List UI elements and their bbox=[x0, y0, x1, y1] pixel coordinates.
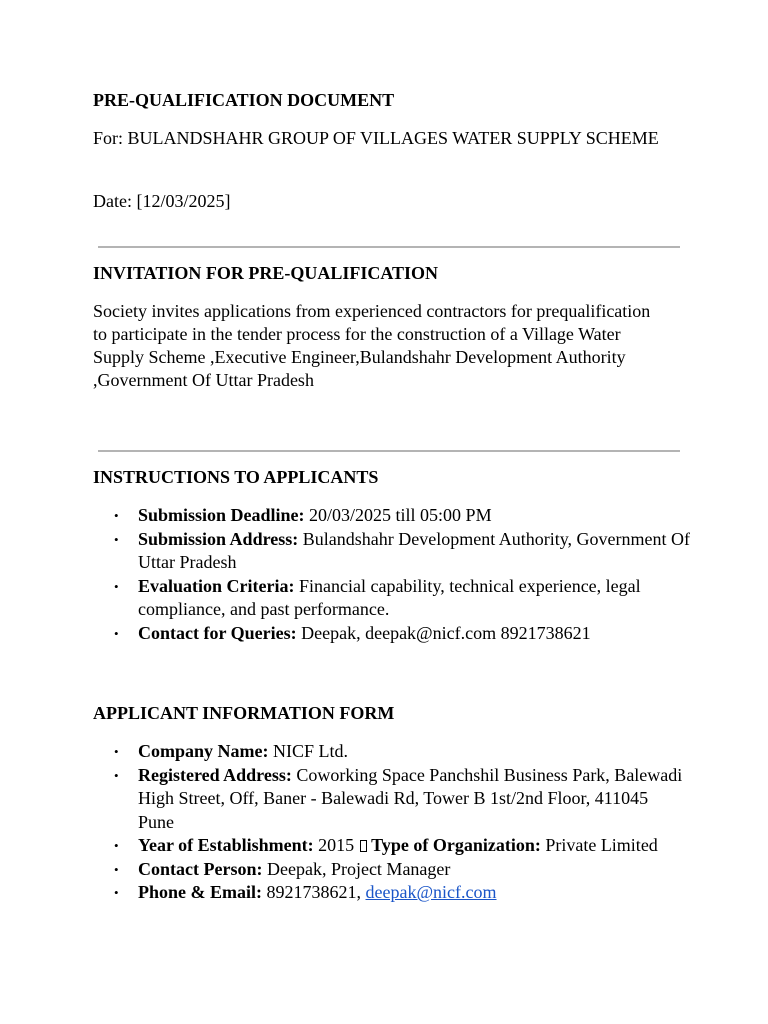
item-value: Deepak, Project Manager bbox=[262, 858, 451, 879]
item-value: NICF Ltd. bbox=[268, 741, 349, 761]
item-label: Phone & Email: bbox=[138, 882, 262, 902]
item-label: Company Name: bbox=[138, 741, 269, 761]
list-item bbox=[93, 834, 683, 858]
item-value: Deepak, deepak@nicf.com 8921738621 bbox=[296, 622, 591, 643]
list-item bbox=[93, 764, 683, 835]
item-label: Year of Establishment: bbox=[138, 835, 314, 855]
list-item bbox=[93, 740, 683, 764]
scheme-line: For: BULANDSHAHR GROUP OF VILLAGES WATER SUPPLY SCHEME bbox=[93, 128, 659, 148]
document-title: PRE-QUALIFICATION DOCUMENT bbox=[93, 90, 395, 110]
item-value: 20/03/2025 till 05:00 PM bbox=[304, 505, 492, 525]
instructions-heading: INSTRUCTIONS TO APPLICANTS bbox=[93, 467, 379, 487]
item-value: Financial capability, technical experience, legal compliance, and past performance. bbox=[138, 575, 641, 619]
list-item bbox=[93, 622, 693, 646]
item-label: Submission Deadline: bbox=[138, 505, 305, 525]
list-item bbox=[93, 528, 693, 575]
item-label: Type of Organization: bbox=[371, 835, 541, 855]
item-label: Registered Address: bbox=[138, 764, 292, 785]
item-value: Bulandshahr Development Authority, Government Of Uttar Pradesh bbox=[138, 528, 690, 572]
divider bbox=[98, 246, 680, 248]
item-label: Contact for Queries: bbox=[138, 622, 297, 643]
applicant-info-list bbox=[93, 740, 683, 905]
list-item bbox=[93, 575, 693, 622]
invitation-heading: INVITATION FOR PRE-QUALIFICATION bbox=[93, 263, 439, 283]
instructions-list bbox=[93, 504, 693, 645]
applicant-form-heading: APPLICANT INFORMATION FORM bbox=[93, 703, 395, 723]
item-label: Submission Address: bbox=[138, 528, 299, 549]
divider bbox=[98, 450, 680, 452]
invitation-body: Society invites applications from experienced contractors for prequalification to participate in the tender process for the construction of a Village Water Supply Scheme ,Executive Engineer,Bulandshahr Development Authority ,Government Of Uttar Pradesh bbox=[93, 301, 651, 390]
item-value: 2015 bbox=[313, 835, 355, 855]
missing-glyph-box bbox=[360, 840, 367, 852]
item-value: 8921738621, bbox=[262, 882, 366, 902]
item-value: Private Limited bbox=[540, 835, 658, 855]
list-item bbox=[93, 504, 693, 528]
item-label: Evaluation Criteria: bbox=[138, 575, 295, 596]
date-line: Date: [12/03/2025] bbox=[93, 191, 231, 211]
list-item bbox=[93, 858, 683, 882]
item-value: Coworking Space Panchshil Business Park, Balewadi High Street, Off, Baner - Balewadi Rd, Tower B 1st/2nd Floor, 411045 Pune bbox=[138, 764, 683, 832]
item-label: Contact Person: bbox=[138, 858, 263, 879]
email-link[interactable]: deepak@nicf.com bbox=[365, 882, 497, 902]
list-item bbox=[93, 881, 683, 905]
